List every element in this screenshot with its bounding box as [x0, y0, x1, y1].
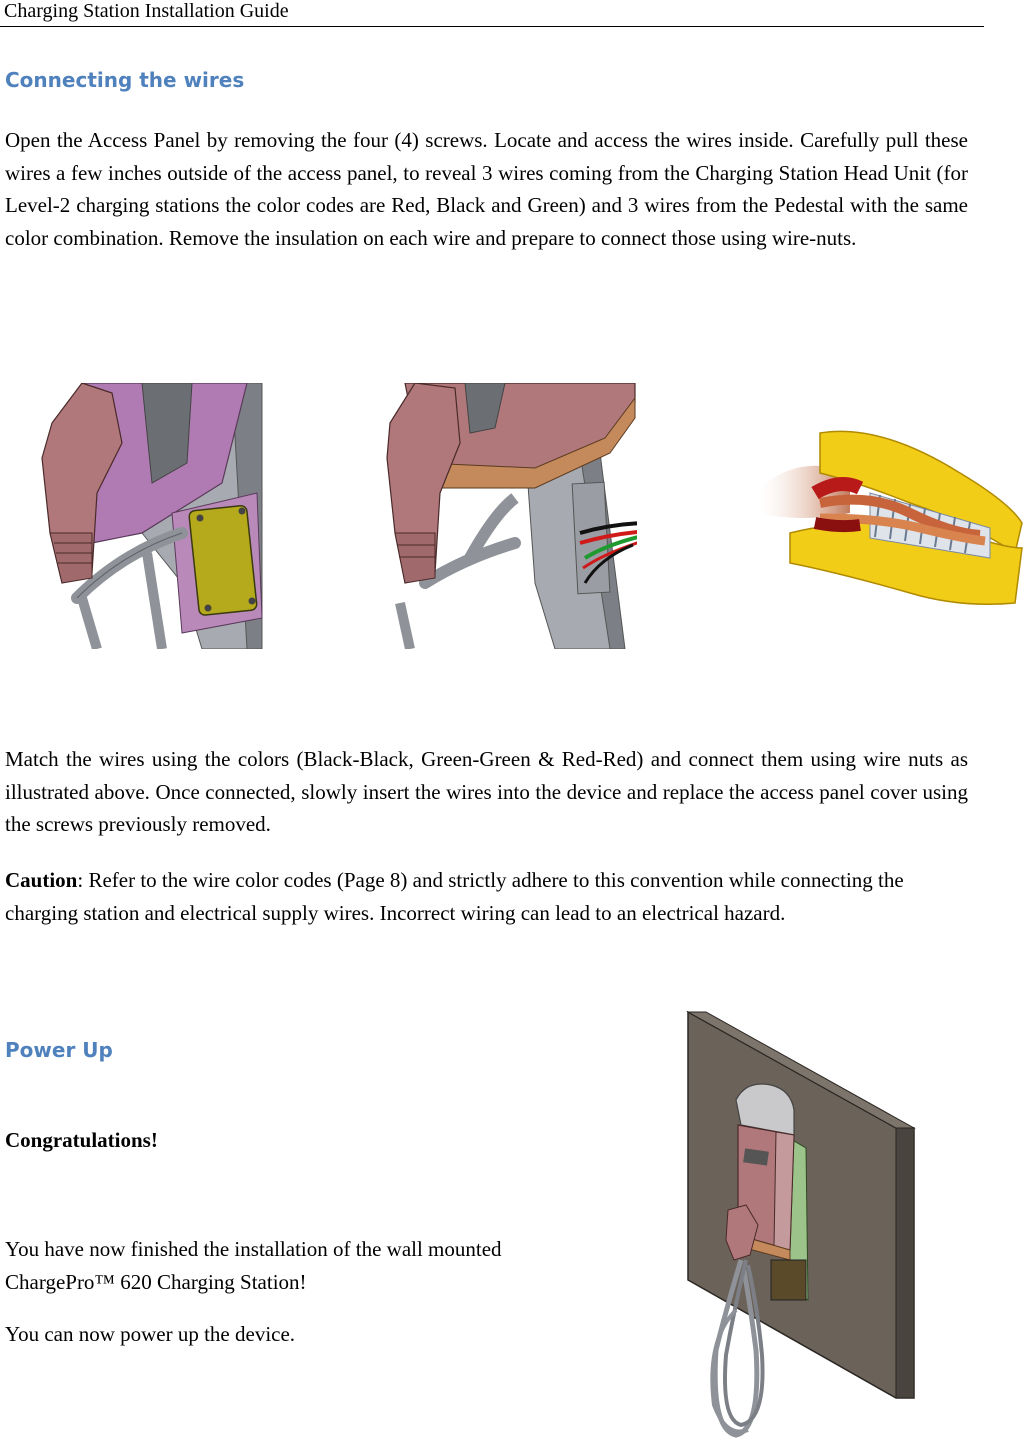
header-title: Charging Station Installation Guide: [4, 0, 289, 22]
paragraph-match-wires: Match the wires using the colors (Black-Black, Green-Green & Red-Red) and connect them using wire nuts as illustrated above. Once connected, slowly insert the wires into the device and replace the access panel cover using the screws previously removed.: [5, 747, 968, 836]
section-heading-power-up: Power Up: [5, 1038, 113, 1062]
figure-wires-exposed: [385, 383, 637, 649]
finished-text: You have now finished the installation of the wall mounted ChargePro™ 620 Charging Station!: [5, 1237, 502, 1294]
caution-paragraph: [5, 864, 945, 929]
caution-label: Caution: [5, 868, 78, 892]
paragraph-connecting-wires: Open the Access Panel by removing the four (4) screws. Locate and access the wires inside. Carefully pull these wires a few inches outside of the access panel, to reveal 3 wires coming from the Charging Station Head Unit (for Level-2 charging stations the color codes are Red, Black and Green) and 3 wires from the Pedestal with the same color combination. Remove the insulation on each wire and prepare to connect those using wire-nuts.: [5, 128, 968, 250]
section-heading-connecting-wires: Connecting the wires: [5, 68, 245, 92]
figure-access-panel-closed: [22, 383, 272, 649]
congratulations-text: Congratulations!: [5, 1128, 158, 1152]
figure-wire-nut: [760, 423, 1024, 609]
page-header: [0, 0, 984, 27]
figure-wall-mounted-station: [686, 1010, 918, 1438]
power-up-text: You can now power up the device.: [5, 1322, 296, 1346]
caution-text: : Refer to the wire color codes (Page 8) and strictly adhere to this convention while connecting the charging station and electrical supply wires. Incorrect wiring can lead to an electrical hazard.: [5, 868, 904, 925]
